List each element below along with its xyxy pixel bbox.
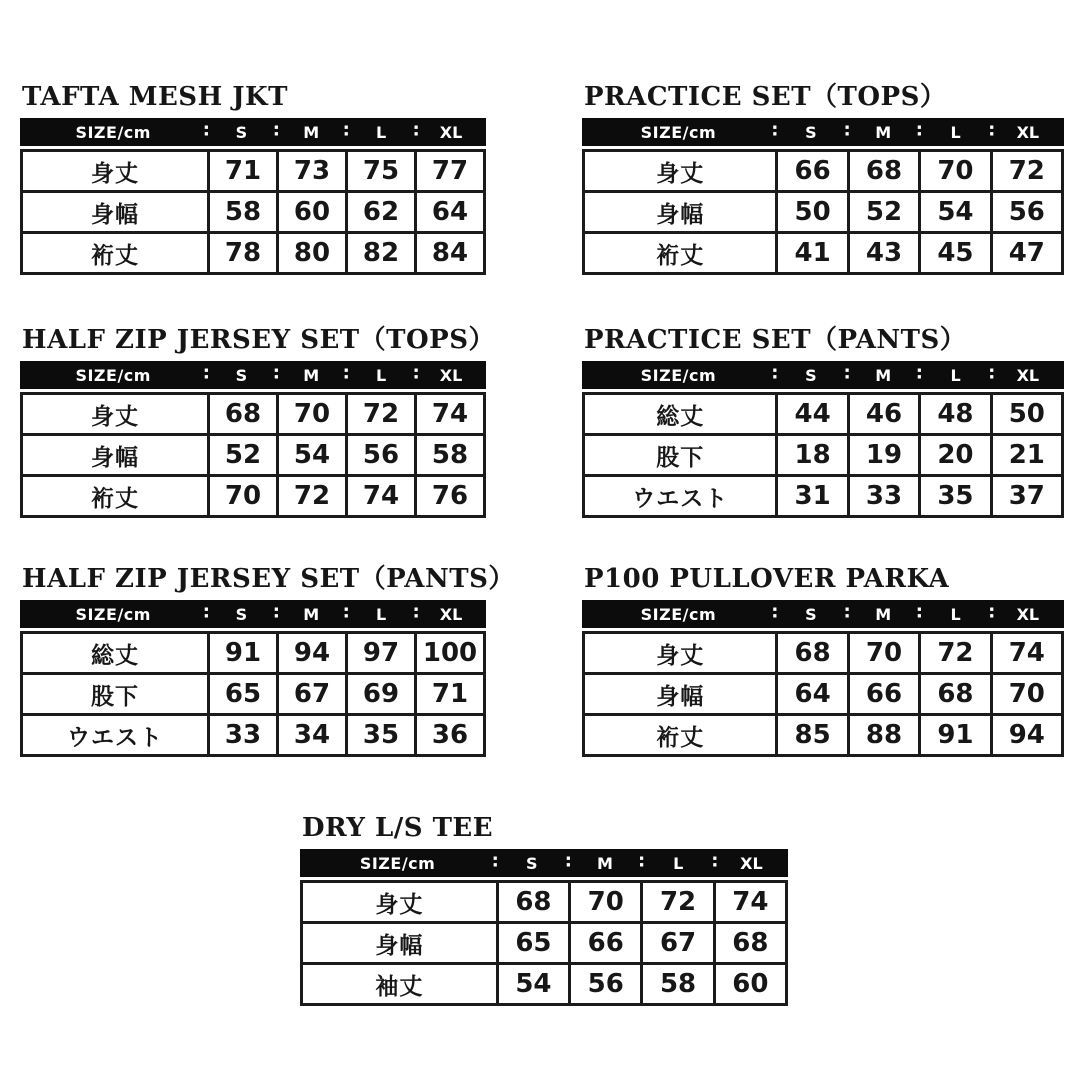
value-cell: 31: [775, 477, 846, 515]
table-body: [300, 880, 788, 1006]
table-row: [585, 474, 1061, 515]
size-table: [582, 600, 1064, 757]
colon-separator-icon: :: [915, 119, 923, 141]
value-cell: 70: [918, 152, 989, 190]
colon-separator-icon: :: [988, 601, 996, 623]
value-cell: 62: [345, 193, 414, 231]
size-chart-block: [300, 815, 788, 1006]
size-label: M: [597, 853, 613, 873]
value-cell: 74: [713, 883, 785, 921]
size-column-header: [637, 850, 715, 873]
size-label: M: [303, 604, 320, 624]
size-label: XL: [1016, 604, 1040, 624]
size-label: L: [950, 122, 961, 142]
table-row: [23, 474, 483, 515]
row-label: 身丈: [656, 160, 705, 187]
row-label: 裄丈: [91, 242, 139, 269]
value-cell: 91: [918, 716, 989, 754]
size-label: L: [376, 604, 387, 624]
table-header: [20, 361, 486, 389]
value-cell: 74: [414, 395, 483, 433]
table-header: [582, 361, 1064, 389]
value-cell: 20: [918, 436, 989, 474]
size-column-header: [843, 362, 919, 385]
value-cell: 72: [918, 634, 989, 672]
size-column-header: [342, 601, 416, 624]
colon-separator-icon: :: [771, 119, 779, 141]
value-cell: 100: [414, 634, 483, 672]
value-cell: 65: [207, 675, 276, 713]
size-chart-block: [20, 564, 515, 757]
value-cell: 94: [990, 716, 1061, 754]
size-chart-block: [20, 325, 495, 518]
row-label: 身丈: [656, 642, 705, 669]
value-cell: 78: [207, 234, 276, 272]
value-cell: 50: [775, 193, 846, 231]
colon-separator-icon: :: [915, 362, 923, 384]
row-label: 身幅: [91, 444, 139, 471]
size-unit-label: SIZE/cm: [75, 365, 151, 385]
value-cell: 70: [276, 395, 345, 433]
table-row: [23, 231, 483, 272]
size-table: [300, 849, 788, 1006]
table-row: [303, 962, 785, 1003]
value-cell: 56: [990, 193, 1061, 231]
value-cell: 43: [847, 234, 918, 272]
row-label: 身幅: [656, 683, 705, 710]
table-title: HALF ZIP JERSEY SET（TOPS）: [22, 325, 495, 355]
value-cell: 64: [414, 193, 483, 231]
size-column-header: [711, 850, 788, 873]
table-row: [585, 190, 1061, 231]
table-row: [23, 634, 483, 672]
size-table: [20, 600, 486, 757]
size-chart-block: [582, 327, 1064, 518]
size-label: XL: [439, 604, 463, 624]
value-cell: 34: [276, 716, 345, 754]
size-table: [582, 118, 1064, 275]
size-label: M: [303, 122, 320, 142]
table-row: [303, 921, 785, 962]
table-body: [582, 631, 1064, 757]
table-body: [20, 149, 486, 275]
colon-separator-icon: :: [412, 119, 420, 141]
value-cell: 70: [990, 675, 1061, 713]
size-column-header: [915, 119, 991, 142]
row-label: 股下: [656, 444, 705, 471]
value-cell: 50: [990, 395, 1061, 433]
value-cell: 18: [775, 436, 846, 474]
value-cell: 70: [207, 477, 276, 515]
row-label: 身丈: [91, 160, 139, 187]
colon-separator-icon: :: [272, 362, 280, 384]
size-label: XL: [740, 853, 763, 873]
value-cell: 46: [847, 395, 918, 433]
colon-separator-icon: :: [412, 362, 420, 384]
size-chart-block: [582, 566, 1064, 757]
row-label: 裄丈: [656, 242, 705, 269]
colon-separator-icon: :: [342, 119, 350, 141]
row-label: 股下: [91, 683, 139, 710]
table-row: [23, 190, 483, 231]
colon-separator-icon: :: [843, 362, 851, 384]
row-label: 身丈: [91, 403, 139, 430]
value-cell: 66: [847, 675, 918, 713]
size-label: S: [235, 365, 248, 385]
value-cell: 77: [414, 152, 483, 190]
table-row: [585, 634, 1061, 672]
value-cell: 60: [276, 193, 345, 231]
row-label: ウエスト: [67, 724, 163, 751]
value-cell: 58: [640, 965, 712, 1003]
value-cell: 68: [918, 675, 989, 713]
value-cell: 69: [345, 675, 414, 713]
table-body: [20, 631, 486, 757]
size-column-header: [342, 119, 416, 142]
size-label: S: [235, 604, 248, 624]
size-label: M: [875, 365, 892, 385]
value-cell: 75: [345, 152, 414, 190]
value-cell: 68: [496, 883, 568, 921]
value-cell: 72: [345, 395, 414, 433]
size-label: XL: [1016, 122, 1040, 142]
value-cell: 91: [207, 634, 276, 672]
value-cell: 48: [918, 395, 989, 433]
value-cell: 21: [990, 436, 1061, 474]
size-label: S: [526, 853, 538, 873]
size-label: XL: [439, 122, 463, 142]
value-cell: 73: [276, 152, 345, 190]
table-title: HALF ZIP JERSEY SET（PANTS）: [22, 564, 515, 594]
size-label: S: [805, 365, 817, 385]
value-cell: 33: [847, 477, 918, 515]
value-cell: 66: [775, 152, 846, 190]
value-cell: 72: [990, 152, 1061, 190]
size-label: S: [235, 122, 248, 142]
table-row: [303, 883, 785, 921]
size-unit-label: SIZE/cm: [640, 122, 717, 142]
size-unit-label: SIZE/cm: [640, 604, 717, 624]
size-column-header: [272, 601, 346, 624]
colon-separator-icon: :: [564, 850, 572, 872]
size-column-header: [771, 119, 847, 142]
value-cell: 71: [414, 675, 483, 713]
size-column-header: [272, 362, 346, 385]
size-label: S: [805, 122, 817, 142]
size-column-header: [202, 362, 276, 385]
table-header: [582, 118, 1064, 146]
colon-separator-icon: :: [771, 601, 779, 623]
size-column-header: [412, 362, 486, 385]
size-label: XL: [1016, 365, 1040, 385]
value-cell: 67: [640, 924, 712, 962]
size-column-header: [843, 601, 919, 624]
row-label: 袖丈: [375, 973, 424, 1000]
colon-separator-icon: :: [711, 850, 719, 872]
colon-separator-icon: :: [915, 601, 923, 623]
value-cell: 41: [775, 234, 846, 272]
value-cell: 88: [847, 716, 918, 754]
table-row: [23, 713, 483, 754]
row-label: 裄丈: [656, 724, 705, 751]
size-column-header: [915, 601, 991, 624]
size-column-header: [342, 362, 416, 385]
size-label: M: [875, 604, 892, 624]
value-cell: 54: [918, 193, 989, 231]
row-label: 総丈: [91, 642, 139, 669]
value-cell: 74: [345, 477, 414, 515]
table-row: [23, 672, 483, 713]
value-cell: 56: [568, 965, 640, 1003]
table-row: [23, 152, 483, 190]
value-cell: 68: [713, 924, 785, 962]
size-column-header: [843, 119, 919, 142]
size-column-header: [771, 362, 847, 385]
row-label: 総丈: [656, 403, 705, 430]
table-row: [23, 433, 483, 474]
colon-separator-icon: :: [272, 119, 280, 141]
value-cell: 76: [414, 477, 483, 515]
value-cell: 36: [414, 716, 483, 754]
value-cell: 58: [414, 436, 483, 474]
table-row: [585, 433, 1061, 474]
value-cell: 33: [207, 716, 276, 754]
value-cell: 84: [414, 234, 483, 272]
size-column-header: [412, 601, 486, 624]
size-label: L: [950, 365, 961, 385]
value-cell: 66: [568, 924, 640, 962]
size-chart-block: [20, 84, 486, 275]
value-cell: 68: [207, 395, 276, 433]
size-label: L: [950, 604, 961, 624]
colon-separator-icon: :: [202, 362, 210, 384]
table-body: [582, 392, 1064, 518]
value-cell: 72: [640, 883, 712, 921]
table-header: [20, 600, 486, 628]
size-label: L: [673, 853, 684, 873]
size-table: [20, 361, 486, 518]
colon-separator-icon: :: [988, 119, 996, 141]
value-cell: 94: [276, 634, 345, 672]
colon-separator-icon: :: [272, 601, 280, 623]
value-cell: 71: [207, 152, 276, 190]
colon-separator-icon: :: [412, 601, 420, 623]
row-label: 身幅: [91, 201, 139, 228]
colon-separator-icon: :: [202, 119, 210, 141]
value-cell: 97: [345, 634, 414, 672]
table-body: [582, 149, 1064, 275]
size-column-header: [272, 119, 346, 142]
value-cell: 68: [847, 152, 918, 190]
value-cell: 35: [345, 716, 414, 754]
size-column-header: [491, 850, 568, 873]
size-label: L: [376, 122, 387, 142]
table-title: PRACTICE SET（TOPS）: [584, 82, 947, 112]
table-row: [585, 152, 1061, 190]
size-label: XL: [439, 365, 463, 385]
table-row: [585, 231, 1061, 272]
value-cell: 85: [775, 716, 846, 754]
table-header: [20, 118, 486, 146]
value-cell: 64: [775, 675, 846, 713]
size-label: M: [875, 122, 892, 142]
value-cell: 47: [990, 234, 1061, 272]
table-title: DRY L/S TEE: [302, 813, 494, 843]
table-header: [582, 600, 1064, 628]
size-chart-block: [582, 84, 1064, 275]
colon-separator-icon: :: [637, 850, 646, 872]
row-label: 身幅: [656, 201, 705, 228]
value-cell: 80: [276, 234, 345, 272]
value-cell: 70: [847, 634, 918, 672]
value-cell: 35: [918, 477, 989, 515]
table-row: [585, 713, 1061, 754]
size-column-header: [202, 119, 276, 142]
value-cell: 44: [775, 395, 846, 433]
size-column-header: [915, 362, 991, 385]
value-cell: 70: [568, 883, 640, 921]
size-column-header: [564, 850, 641, 873]
row-label: 裄丈: [91, 485, 139, 512]
table-row: [585, 672, 1061, 713]
table-title: TAFTA MESH JKT: [22, 82, 288, 112]
value-cell: 67: [276, 675, 345, 713]
colon-separator-icon: :: [202, 601, 210, 623]
value-cell: 37: [990, 477, 1061, 515]
value-cell: 52: [847, 193, 918, 231]
value-cell: 68: [775, 634, 846, 672]
colon-separator-icon: :: [843, 119, 851, 141]
size-unit-label: SIZE/cm: [359, 853, 436, 873]
size-table: [20, 118, 486, 275]
value-cell: 56: [345, 436, 414, 474]
size-column-header: [988, 362, 1064, 385]
value-cell: 74: [990, 634, 1061, 672]
size-label: S: [805, 604, 817, 624]
table-title: PRACTICE SET（PANTS）: [584, 325, 967, 355]
colon-separator-icon: :: [491, 850, 499, 872]
size-column-header: [988, 601, 1064, 624]
value-cell: 65: [496, 924, 568, 962]
row-label: ウエスト: [632, 485, 729, 512]
row-label: 身丈: [375, 891, 424, 918]
size-label: M: [303, 365, 320, 385]
value-cell: 52: [207, 436, 276, 474]
value-cell: 82: [345, 234, 414, 272]
size-column-header: [412, 119, 486, 142]
value-cell: 54: [496, 965, 568, 1003]
table-header: [300, 849, 788, 877]
value-cell: 58: [207, 193, 276, 231]
row-label: 身幅: [375, 932, 424, 959]
colon-separator-icon: :: [342, 362, 350, 384]
size-label: L: [376, 365, 387, 385]
size-unit-label: SIZE/cm: [75, 604, 151, 624]
colon-separator-icon: :: [843, 601, 851, 623]
colon-separator-icon: :: [988, 362, 996, 384]
value-cell: 72: [276, 477, 345, 515]
size-column-header: [771, 601, 847, 624]
value-cell: 19: [847, 436, 918, 474]
table-body: [20, 392, 486, 518]
size-unit-label: SIZE/cm: [640, 365, 717, 385]
size-unit-label: SIZE/cm: [75, 122, 151, 142]
table-row: [23, 395, 483, 433]
value-cell: 45: [918, 234, 989, 272]
value-cell: 60: [713, 965, 785, 1003]
value-cell: 54: [276, 436, 345, 474]
colon-separator-icon: :: [342, 601, 350, 623]
table-title: P100 PULLOVER PARKA: [584, 564, 950, 594]
table-row: [585, 395, 1061, 433]
size-column-header: [202, 601, 276, 624]
colon-separator-icon: :: [771, 362, 779, 384]
size-column-header: [988, 119, 1064, 142]
size-table: [582, 361, 1064, 518]
